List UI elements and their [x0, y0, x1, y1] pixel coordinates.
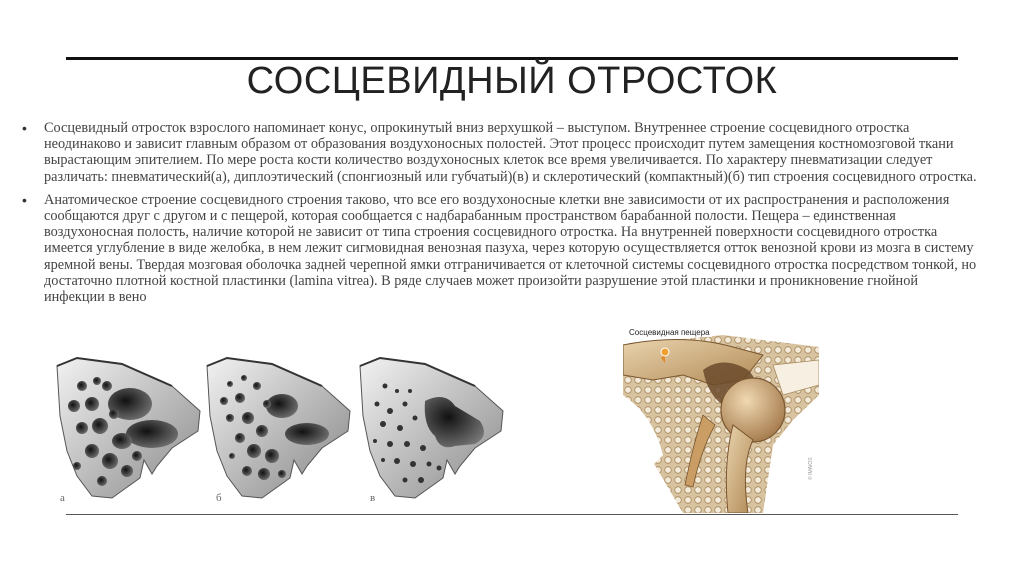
- figure-c-diploetic: [355, 356, 505, 506]
- slide-title: СОСЦЕВИДНЫЙ ОТРОСТОК: [246, 60, 778, 102]
- figure-c-label: в: [370, 492, 376, 504]
- bullet-1-text: Сосцевидный отросток взрослого напоминает конус, опрокинутый вниз верхушкой – выступом. Внутреннее строение сосцевидного отростка неодинаково и зависит главным образом от образования воздухоносных полостей. Этот процесс происходит путем замещения костномозговой ткани вырастающим эпителием. По мере роста кости количество воздухоносных клеток все время увеличивается. По характеру пневматизации следует различать: пневматический(а), диплоэтический (спонгиозный или губчатый)(в) и склеротический (компактный)(б) тип строения сосцевидного отростка.: [44, 120, 977, 185]
- figure-b-sclerotic: [202, 356, 352, 506]
- figure-a-pneumatic: [52, 356, 202, 506]
- figure-b-label: б: [216, 492, 222, 504]
- illustration-label: Сосцевидная пещера: [629, 328, 710, 337]
- bullet-2: [22, 192, 982, 305]
- bullet-2-text: Анатомическое строение сосцевидного строения таково, что все его воздухоносные клетки вне зависимости от их распространения и расположения сообщаются друг с другом и с пещерой, которая сообщается с надбарабанным пространством барабанной полости. Пещера – единственная воздухоносная полость, наличие которой не зависит от типа строения сосцевидного отростка. На внутренней поверхности сосцевидного отростка имеется углубление в виде желобка, в нем лежит сигмовидная венозная пазуха, через которую осуществляется отток венозной крови из мозга в систему яремной вены. Твердая мозговая оболочка задней черепной ямки отграничивается от клеточной системы сосцевидного отростка посредством тонкой, но достаточно плотной костной пластинки (lamina vitrea). В ряде случаев может произойти разрушение этой пластинки и проникновение гнойной инфекции в вено: [44, 191, 977, 306]
- bullet-1: [22, 120, 982, 185]
- bottom-rule: [66, 514, 958, 515]
- bullet-marker: •: [22, 120, 27, 136]
- figure-a-label: а: [60, 492, 65, 504]
- bullet-marker: •: [22, 191, 27, 208]
- watermark: © IMAIOS: [808, 457, 814, 480]
- mastoid-antrum-illustration: [623, 325, 819, 513]
- bullet-list: [22, 120, 982, 312]
